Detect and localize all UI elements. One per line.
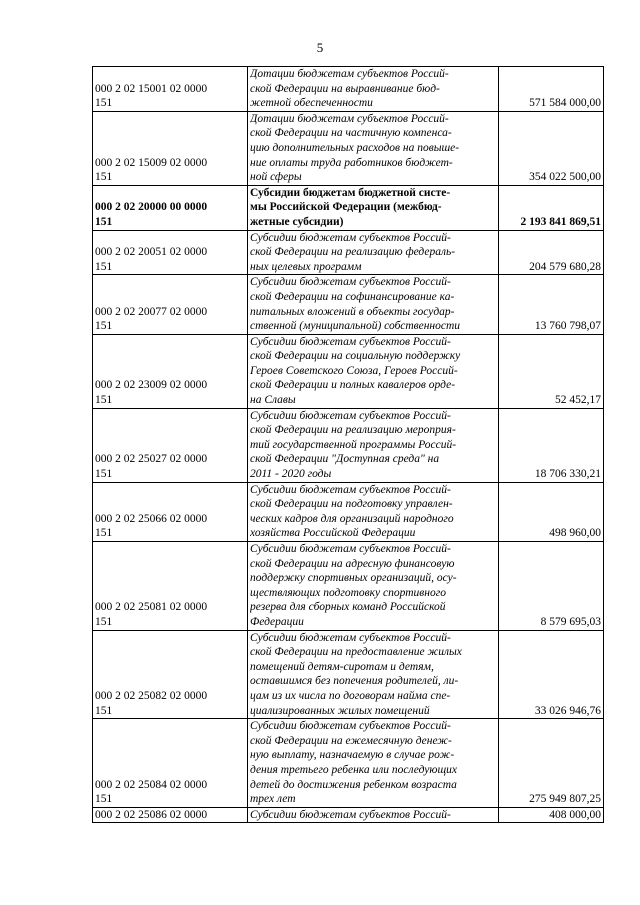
- page-number: 5: [316, 40, 324, 55]
- classification-code-line: 151: [95, 320, 113, 333]
- description-line: ской Федерации на частичную компенса-: [250, 127, 452, 140]
- description-line: Субсидии бюджетам субъектов Россий-: [250, 808, 451, 821]
- description-line: Субсидии бюджетам субъектов Россий-: [250, 231, 451, 244]
- amount-cell: 33 026 946,76: [499, 630, 604, 719]
- description-line: ных целевых программ: [250, 260, 362, 273]
- classification-code-line: 000 2 02 25027 02 0000: [95, 453, 208, 466]
- description-line: оставшимся без попечения родителей, ли-: [250, 675, 459, 688]
- description-line: резерва для сборных команд Российской: [250, 601, 446, 614]
- description-cell: [248, 719, 499, 808]
- classification-code-line: 000 2 02 25084 02 0000: [95, 778, 208, 791]
- amount-cell: 2 193 841 869,51: [499, 185, 604, 230]
- description-cell: [248, 807, 499, 823]
- description-line: детей до достижения ребенком возраста: [250, 778, 457, 791]
- classification-code-cell: [93, 482, 248, 541]
- classification-code-cell: [93, 111, 248, 185]
- amount-cell: 52 452,17: [499, 334, 604, 408]
- amount-cell: 498 960,00: [499, 482, 604, 541]
- description-line: Субсидии бюджетам субъектов Россий-: [250, 276, 451, 289]
- description-line: жетные субсидии): [250, 215, 344, 228]
- amount-cell: 408 000,00: [499, 807, 604, 823]
- classification-code-line: 151: [95, 793, 113, 806]
- description-line: Дотации бюджетам субъектов Россий-: [250, 68, 449, 80]
- description-line: Субсидии бюджетам субъектов Россий-: [250, 631, 451, 644]
- table-row: [93, 334, 604, 408]
- description-line: ческих кадров для организаций народного: [250, 512, 454, 525]
- description-cell: [248, 408, 499, 482]
- description-line: ской Федерации на реализацию мероприя-: [250, 424, 456, 437]
- classification-code-line: 151: [95, 615, 113, 628]
- description-cell: [248, 230, 499, 275]
- description-cell: [248, 185, 499, 230]
- classification-code-cell: [93, 542, 248, 631]
- description-line: ской Федерации на предоставление жилых: [250, 646, 462, 659]
- description-line: Субсидии бюджетам субъектов Россий-: [250, 543, 451, 555]
- classification-code-line: 000 2 02 15009 02 0000: [95, 156, 208, 169]
- amount-cell: 204 579 680,28: [499, 230, 604, 275]
- table-row: [93, 408, 604, 482]
- budget-table: [92, 66, 604, 823]
- description-line: ской Федерации "Доступная среда" на: [250, 453, 440, 466]
- classification-code-line: 000 2 02 25066 02 0000: [95, 512, 208, 525]
- classification-code-line: 151: [95, 527, 113, 540]
- classification-code-line: 151: [95, 97, 113, 110]
- classification-code-line: 000 2 02 23009 02 0000: [95, 379, 208, 392]
- description-cell: [248, 542, 499, 631]
- description-line: ществляющих подготовку спортивного: [250, 586, 446, 599]
- description-line: поддержку спортивных организаций, осу-: [250, 572, 457, 585]
- classification-code-line: 000 2 02 25082 02 0000: [95, 689, 208, 702]
- table-row: [93, 185, 604, 230]
- classification-code-line: 151: [95, 171, 113, 184]
- description-line: ственной (муниципальной) собственности: [250, 320, 461, 333]
- classification-code-line: 000 2 02 25086 02 0000: [95, 808, 208, 821]
- description-line: Субсидии бюджетам субъектов Россий-: [250, 483, 451, 496]
- description-line: ской Федерации на ежемесячную денеж-: [250, 734, 452, 747]
- table-row: [93, 807, 604, 823]
- classification-code-line: 000 2 02 20051 02 0000: [95, 246, 208, 259]
- classification-code-line: 151: [95, 260, 113, 273]
- amount-cell: 8 579 695,03: [499, 542, 604, 631]
- classification-code-cell: [93, 185, 248, 230]
- description-line: ской Федерации на адресную финансовую: [250, 557, 455, 570]
- classification-code-cell: [93, 719, 248, 808]
- amount-cell: 571 584 000,00: [499, 67, 604, 112]
- budget-table-body: [93, 67, 604, 823]
- classification-code-cell: [93, 67, 248, 112]
- description-line: ской Федерации и полных кавалеров орде-: [250, 379, 456, 392]
- description-line: ской Федерации на софинансирование ка-: [250, 290, 455, 303]
- description-line: Субсидии бюджетам бюджетной систе-: [250, 186, 451, 199]
- classification-code-cell: [93, 807, 248, 823]
- description-line: ную выплату, назначаемую в случае рож-: [250, 749, 455, 762]
- classification-code-cell: [93, 334, 248, 408]
- table-row: [93, 67, 604, 112]
- description-line: тий государственной программы Россий-: [250, 438, 457, 451]
- classification-code-cell: [93, 275, 248, 334]
- amount-cell: 354 022 500,00: [499, 111, 604, 185]
- description-line: питальных вложений в объекты государ-: [250, 305, 455, 318]
- description-line: цию дополнительных расходов на повыше-: [250, 141, 460, 154]
- description-line: ной сферы: [250, 171, 302, 184]
- classification-code-cell: [93, 630, 248, 719]
- description-line: трех лет: [250, 793, 296, 806]
- description-cell: [248, 482, 499, 541]
- description-line: 2011 - 2020 годы: [250, 468, 332, 481]
- classification-code-line: 151: [95, 394, 113, 407]
- amount-cell: 275 949 807,25: [499, 719, 604, 808]
- description-cell: [248, 67, 499, 112]
- table-row: [93, 542, 604, 631]
- description-line: цам из их числа по договорам найма спе-: [250, 689, 451, 702]
- description-cell: [248, 334, 499, 408]
- description-line: ние оплаты труда работников бюджет-: [250, 156, 453, 169]
- description-line: Героев Советского Союза, Героев Россий-: [250, 364, 458, 377]
- description-line: мы Российской Федерации (межбюд-: [250, 201, 442, 214]
- description-line: помещений детям-сиротам и детям,: [250, 660, 434, 673]
- classification-code-line: 151: [95, 468, 113, 481]
- description-line: ской Федерации на подготовку управлен-: [250, 498, 453, 511]
- classification-code-line: 151: [95, 215, 113, 228]
- description-cell: [248, 111, 499, 185]
- classification-code-line: 151: [95, 704, 113, 717]
- description-cell: [248, 630, 499, 719]
- description-line: дения третьего ребенка или последующих: [250, 763, 458, 776]
- classification-code-line: 000 2 02 15001 02 0000: [95, 82, 208, 95]
- description-line: Субсидии бюджетам субъектов Россий-: [250, 335, 451, 348]
- description-line: Субсидии бюджетам субъектов Россий-: [250, 409, 451, 422]
- description-line: Дотации бюджетам субъектов Россий-: [250, 112, 449, 125]
- table-row: [93, 230, 604, 275]
- classification-code-line: 000 2 02 25081 02 0000: [95, 601, 208, 614]
- amount-cell: 13 760 798,07: [499, 275, 604, 334]
- classification-code-line: 000 2 02 20000 00 0000: [95, 201, 208, 214]
- description-line: Федерации: [250, 615, 304, 628]
- classification-code-cell: [93, 230, 248, 275]
- description-line: ской Федерации на социальную поддержку: [250, 350, 461, 363]
- description-line: жетной обеспеченности: [250, 97, 373, 110]
- description-line: ской Федерации на реализацию федераль-: [250, 246, 456, 259]
- classification-code-line: 000 2 02 20077 02 0000: [95, 305, 208, 318]
- amount-cell: 18 706 330,21: [499, 408, 604, 482]
- description-line: хозяйства Российской Федерации: [250, 527, 416, 540]
- table-row: [93, 111, 604, 185]
- description-line: Субсидии бюджетам субъектов Россий-: [250, 720, 451, 733]
- table-row: [93, 630, 604, 719]
- table-row: [93, 275, 604, 334]
- table-row: [93, 719, 604, 808]
- description-line: циализированных жилых помещений: [250, 704, 430, 717]
- description-cell: [248, 275, 499, 334]
- table-row: [93, 482, 604, 541]
- description-line: на Славы: [250, 394, 296, 407]
- classification-code-cell: [93, 408, 248, 482]
- description-line: ской Федерации на выравнивание бюд-: [250, 82, 440, 95]
